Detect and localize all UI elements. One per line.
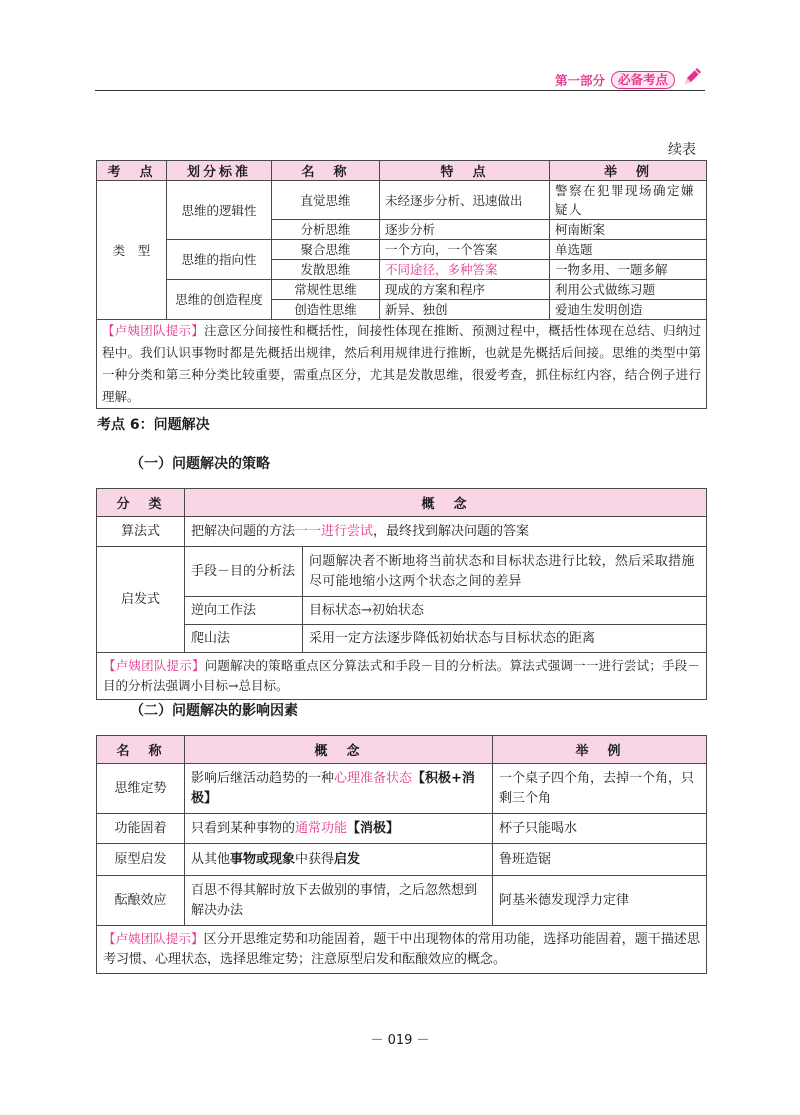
col-header: 分 类 — [97, 489, 185, 517]
continued-label: 续表 — [668, 142, 696, 158]
concept-cell — [185, 814, 493, 844]
concept-tag: 【积极+消极】 — [191, 770, 475, 806]
tip-row — [97, 926, 707, 974]
table-header-row — [97, 161, 707, 181]
subsection-heading: （一）问题解决的策略 — [130, 456, 270, 472]
table-row — [97, 625, 707, 653]
tip-label: 【卢姨团队提示】 — [103, 658, 205, 673]
concept-highlight: 心理准备状态 — [334, 770, 413, 786]
table-row — [97, 280, 707, 300]
name-cell: 原型启发 — [97, 844, 185, 876]
col-header: 概 念 — [185, 736, 493, 764]
example-cell: 警察在犯罪现场确定嫌疑人 — [550, 181, 707, 220]
example-cell: 鲁班造锯 — [493, 844, 707, 876]
section-tag — [555, 70, 675, 89]
method-desc: 问题解决者不断地将当前状态和目标状态进行比较，然后采取措施尽可能地缩小这两个状态之间的差异 — [303, 547, 707, 597]
name-cell: 分析思维 — [272, 220, 380, 240]
subsection-heading: （二）问题解决的影响因素 — [130, 703, 298, 719]
tip-row — [97, 320, 707, 409]
concept-bold: 启发 — [334, 851, 361, 867]
tip-text: 问题解决的策略重点区分算法式和手段－目的分析法。算法式强调一一进行尝试；手段－目的分析法强调小目标→总目标。 — [103, 658, 700, 693]
concept-bold: 事物或现象 — [230, 851, 296, 867]
table-row — [97, 597, 707, 625]
table-header-row — [97, 489, 707, 517]
col-header: 举 例 — [550, 161, 707, 181]
tip-cell — [97, 653, 707, 700]
page-number: － 019 － — [370, 1033, 430, 1048]
feature-cell-highlight: 不同途径，多种答案 — [380, 260, 550, 280]
concept-highlight: 一一进行尝试 — [295, 523, 374, 539]
table-row — [97, 517, 707, 547]
col-header: 举 例 — [493, 736, 707, 764]
tip-cell — [97, 926, 707, 974]
col-header: 划分标准 — [167, 161, 272, 181]
name-cell: 直觉思维 — [272, 181, 380, 220]
tip-text: 注意区分间接性和概括性，间接性体现在推断、预测过程中，概括性体现在总结、归纳过程中。我们认识事物时都是先概括出规律，然后利用规律进行推断，也就是先概括后间接。思维的类型中第一种分类和第三种分类比较重要，需重点区分，尤其是发散思维，很爱考查，抓住标红内容，结合例子进行理解。 — [102, 323, 701, 404]
method-cell: 逆向工作法 — [185, 597, 303, 625]
tip-text: 区分开思维定势和功能固着，题干中出现物体的常用功能，选择功能固着，题干描述思考习惯、心理状态，选择思维定势；注意原型启发和酝酿效应的概念。 — [103, 932, 700, 967]
method-cell: 手段－目的分析法 — [185, 547, 303, 597]
col-header: 名 称 — [97, 736, 185, 764]
example-cell: 一个桌子四个角，去掉一个角，只剩三个角 — [493, 764, 707, 814]
example-cell: 单选题 — [550, 240, 707, 260]
example-cell: 柯南断案 — [550, 220, 707, 240]
example-cell: 爱迪生发明创造 — [550, 300, 707, 320]
concept-text: 中获得 — [295, 851, 335, 867]
table-row — [97, 240, 707, 260]
page-header — [95, 64, 705, 92]
name-cell: 常规性思维 — [272, 280, 380, 300]
concept-cell — [185, 517, 707, 547]
feature-cell: 新异、独创 — [380, 300, 550, 320]
example-cell: 利用公式做练习题 — [550, 280, 707, 300]
table-row — [97, 814, 707, 844]
concept-text: 把解决问题的方法 — [191, 523, 296, 539]
part-label: 第一部分 — [554, 72, 605, 88]
name-cell: 创造性思维 — [272, 300, 380, 320]
table-header-row — [97, 736, 707, 764]
method-desc: 目标状态→初始状态 — [303, 597, 707, 625]
example-cell: 阿基米德发现浮力定律 — [493, 876, 707, 926]
criterion-cell: 思维的指向性 — [167, 240, 272, 280]
pencil-icon — [681, 66, 703, 88]
example-cell: 一物多用、一题多解 — [550, 260, 707, 280]
col-header: 概 念 — [185, 489, 707, 517]
example-cell: 杯子只能喝水 — [493, 814, 707, 844]
strategy-table — [96, 488, 707, 700]
tip-cell — [97, 320, 707, 409]
thinking-types-table — [96, 160, 707, 409]
table-row — [97, 764, 707, 814]
name-cell: 酝酿效应 — [97, 876, 185, 926]
tip-label: 【卢姨团队提示】 — [102, 323, 204, 338]
tip-label: 【卢姨团队提示】 — [103, 931, 204, 946]
concept-text: ，最终找到解决问题的答案 — [373, 523, 530, 539]
category-cell: 算法式 — [97, 517, 185, 547]
col-header: 特 点 — [380, 161, 550, 181]
concept-text: 只看到某种事物的 — [191, 820, 296, 836]
name-cell: 发散思维 — [272, 260, 380, 280]
concept-cell: 百思不得其解时放下去做别的事情，之后忽然想到解决办法 — [185, 876, 493, 926]
feature-cell: 现成的方案和程序 — [380, 280, 550, 300]
name-cell: 功能固着 — [97, 814, 185, 844]
section-heading: 考点 6：问题解决 — [97, 417, 210, 433]
method-cell: 爬山法 — [185, 625, 303, 653]
name-cell: 聚合思维 — [272, 240, 380, 260]
concept-cell — [185, 764, 493, 814]
table-row — [97, 181, 707, 220]
feature-cell: 未经逐步分析、迅速做出 — [380, 181, 550, 220]
criterion-cell: 思维的创造程度 — [167, 280, 272, 320]
feature-cell: 逐步分析 — [380, 220, 550, 240]
category-cell: 启发式 — [97, 547, 185, 653]
table-row — [97, 876, 707, 926]
concept-cell — [185, 844, 493, 876]
concept-highlight: 通常功能 — [295, 820, 348, 836]
influence-factors-table — [96, 735, 707, 974]
tip-row — [97, 653, 707, 700]
criterion-cell: 思维的逻辑性 — [167, 181, 272, 240]
concept-tag: 【消极】 — [347, 820, 400, 836]
col-header: 考 点 — [97, 161, 167, 181]
feature-cell: 一个方向，一个答案 — [380, 240, 550, 260]
table-row — [97, 844, 707, 876]
col-header: 名 称 — [272, 161, 380, 181]
name-cell: 思维定势 — [97, 764, 185, 814]
concept-text: 影响后继活动趋势的一种 — [191, 770, 335, 786]
method-desc: 采用一定方法逐步降低初始状态与目标状态的距离 — [303, 625, 707, 653]
category-cell: 类 型 — [97, 181, 167, 320]
concept-text: 从其他 — [191, 851, 231, 867]
badge-label: 必备考点 — [611, 71, 675, 89]
header-rule — [95, 90, 705, 91]
table-row — [97, 547, 707, 597]
